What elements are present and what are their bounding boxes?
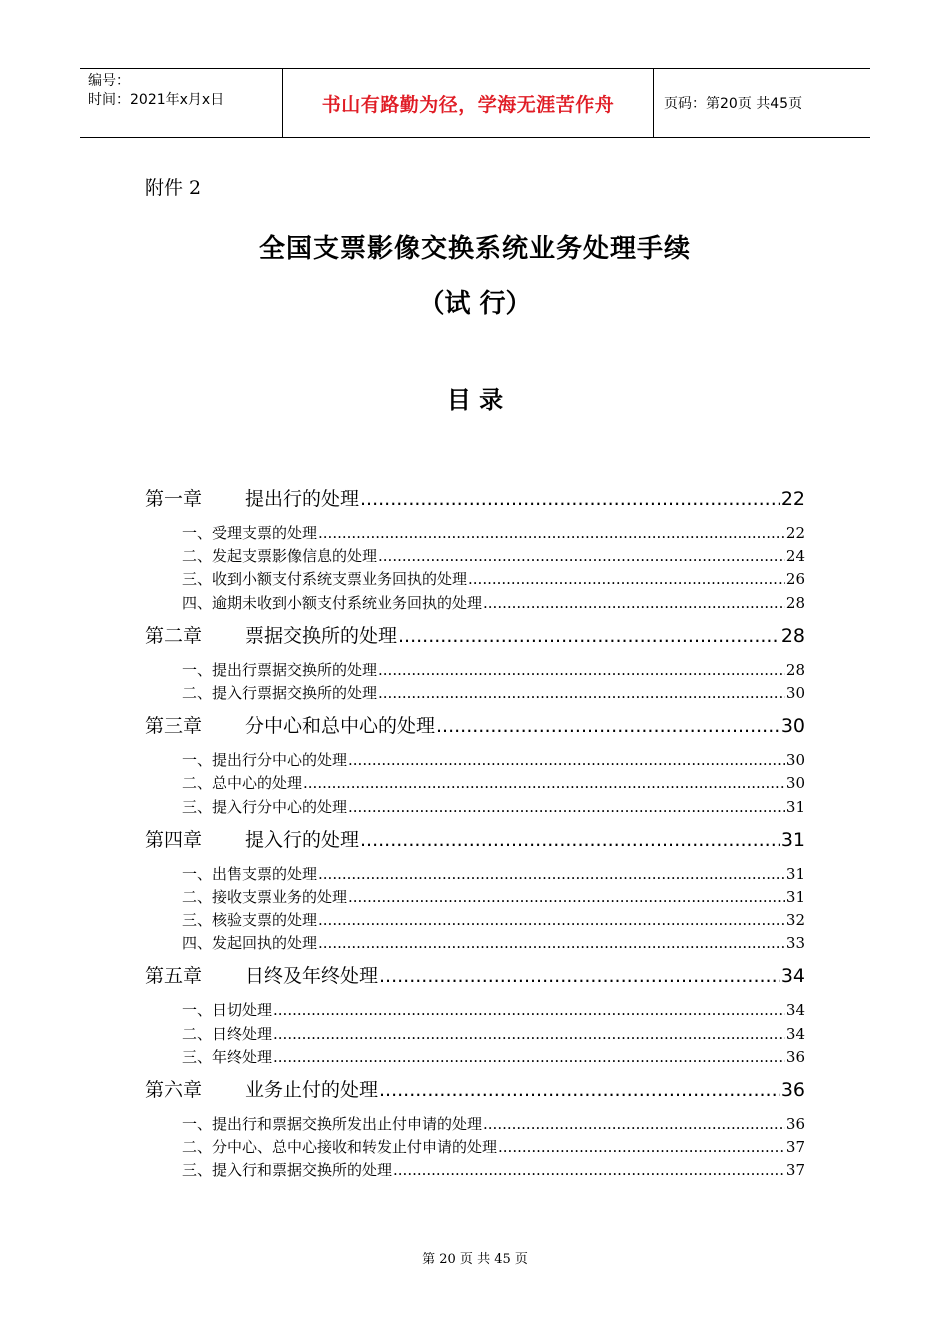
section-page: 24 <box>785 547 805 566</box>
chapter-title: 提出行的处理 <box>245 488 360 510</box>
leader-dots <box>360 829 780 851</box>
chapter-number: 第一章 <box>145 488 203 510</box>
leader-dots <box>378 547 785 565</box>
leader-dots <box>379 1079 780 1101</box>
leader-dots <box>303 774 785 792</box>
toc-section-entry[interactable] <box>145 863 805 886</box>
toc-section-entry[interactable] <box>145 659 805 682</box>
leader-dots <box>318 934 785 952</box>
toc-section-entry[interactable] <box>145 796 805 819</box>
toc-chapter-group <box>145 711 805 819</box>
toc-section-entry[interactable] <box>145 592 805 615</box>
section-title: 三、核验支票的处理 <box>182 911 318 930</box>
section-title: 一、日切处理 <box>182 1001 273 1020</box>
time-label: 时间：2021年x月x日 <box>88 92 225 108</box>
toc-section-entry[interactable] <box>145 772 805 795</box>
toc-section-entry[interactable] <box>145 932 805 955</box>
section-title: 四、发起回执的处理 <box>182 934 318 953</box>
section-page: 30 <box>785 751 805 770</box>
toc-heading: 目 录 <box>446 386 504 414</box>
section-page: 33 <box>785 934 805 953</box>
section-page: 32 <box>785 911 805 930</box>
section-title: 二、分中心、总中心接收和转发止付申请的处理 <box>182 1138 498 1157</box>
leader-dots <box>318 524 785 542</box>
section-page: 22 <box>785 524 805 542</box>
section-page: 26 <box>785 570 805 589</box>
section-title: 三、提入行分中心的处理 <box>182 797 348 816</box>
header-meta <box>80 69 282 137</box>
toc-section-entry[interactable] <box>145 1113 805 1136</box>
toc-section-entry[interactable] <box>145 1046 805 1069</box>
section-page: 28 <box>785 660 805 679</box>
toc-chapter-group <box>145 1075 805 1183</box>
chapter-page: 34 <box>780 965 805 988</box>
chapter-number: 第四章 <box>145 828 203 851</box>
section-page: 34 <box>785 1024 805 1043</box>
chapter-title: 票据交换所的处理 <box>245 624 398 647</box>
chapter-title: 提入行的处理 <box>245 828 360 851</box>
leader-dots <box>483 594 785 612</box>
chapter-page: 22 <box>780 488 805 510</box>
leader-dots <box>378 661 785 679</box>
leader-dots <box>273 1001 785 1019</box>
toc-chapter-group <box>145 621 805 705</box>
section-page: 37 <box>785 1161 805 1180</box>
header-motto: 书山有路勤为径，学海无涯苦作舟 <box>282 69 654 137</box>
section-title: 一、提出行票据交换所的处理 <box>182 660 378 679</box>
chapter-page: 30 <box>780 715 805 738</box>
section-page: 36 <box>785 1047 805 1066</box>
toc-chapter-group <box>145 961 805 1069</box>
toc-chapter-entry[interactable] <box>145 825 805 857</box>
section-page: 30 <box>785 774 805 793</box>
toc-chapter-entry[interactable] <box>145 961 805 993</box>
chapter-title: 分中心和总中心的处理 <box>245 715 436 738</box>
toc-section-entry[interactable] <box>145 545 805 568</box>
section-page: 31 <box>785 887 805 906</box>
leader-dots <box>398 625 780 647</box>
section-page: 28 <box>785 593 805 612</box>
chapter-number: 第六章 <box>145 1079 203 1101</box>
chapter-number: 第三章 <box>145 715 203 738</box>
section-page: 36 <box>785 1115 805 1133</box>
table-of-contents <box>145 480 805 1189</box>
chapter-title: 业务止付的处理 <box>245 1079 379 1101</box>
section-title: 二、提入行票据交换所的处理 <box>182 683 378 702</box>
chapter-number: 第二章 <box>145 624 203 647</box>
leader-dots <box>318 865 785 883</box>
section-page: 34 <box>785 1001 805 1020</box>
chapter-title: 日终及年终处理 <box>245 965 379 988</box>
toc-chapter-group <box>145 484 805 615</box>
leader-dots <box>483 1115 785 1133</box>
toc-section-entry[interactable] <box>145 999 805 1022</box>
toc-chapter-entry[interactable] <box>145 1075 805 1107</box>
section-title: 一、提出行和票据交换所发出止付申请的处理 <box>182 1115 483 1133</box>
toc-chapter-entry[interactable] <box>145 711 805 743</box>
section-page: 31 <box>785 864 805 883</box>
toc-section-entry[interactable] <box>145 568 805 591</box>
document-title: 全国支票影像交换系统业务处理手续 <box>258 234 691 264</box>
section-title: 四、逾期未收到小额支付系统业务回执的处理 <box>182 593 483 612</box>
section-title: 二、日终处理 <box>182 1024 273 1043</box>
leader-dots <box>436 715 780 737</box>
section-page: 37 <box>785 1138 805 1157</box>
toc-section-entry[interactable] <box>145 909 805 932</box>
section-title: 一、出售支票的处理 <box>182 864 318 883</box>
section-title: 三、收到小额支付系统支票业务回执的处理 <box>182 570 468 589</box>
leader-dots <box>273 1025 785 1043</box>
leader-dots <box>348 751 785 769</box>
toc-section-entry[interactable] <box>145 749 805 772</box>
leader-dots <box>318 911 785 929</box>
section-page: 31 <box>785 797 805 816</box>
section-title: 二、发起支票影像信息的处理 <box>182 547 378 566</box>
leader-dots <box>468 570 785 588</box>
leader-dots <box>273 1048 785 1066</box>
section-title: 一、受理支票的处理 <box>182 524 318 542</box>
section-title: 三、提入行和票据交换所的处理 <box>182 1161 393 1180</box>
toc-section-entry[interactable] <box>145 1159 805 1182</box>
toc-section-entry[interactable] <box>145 1023 805 1046</box>
section-page: 30 <box>785 683 805 702</box>
toc-section-entry[interactable] <box>145 682 805 705</box>
toc-section-entry[interactable] <box>145 522 805 545</box>
toc-section-entry[interactable] <box>145 886 805 909</box>
toc-chapter-entry[interactable] <box>145 484 805 516</box>
attachment-label: 附件 2 <box>145 177 202 199</box>
page-header <box>80 68 870 138</box>
page-footer: 第 20 页 共 45 页 <box>422 1252 528 1267</box>
leader-dots <box>360 488 780 510</box>
leader-dots <box>498 1138 785 1156</box>
leader-dots <box>393 1161 785 1179</box>
section-title: 三、年终处理 <box>182 1047 273 1066</box>
document-subtitle: （试 行） <box>418 289 532 319</box>
leader-dots <box>379 965 780 987</box>
header-page-info: 页码：第20页 共45页 <box>664 96 803 112</box>
leader-dots <box>378 684 785 702</box>
section-title: 一、提出行分中心的处理 <box>182 751 348 770</box>
leader-dots <box>348 888 785 906</box>
toc-chapter-entry[interactable] <box>145 621 805 653</box>
chapter-page: 36 <box>780 1079 805 1101</box>
section-title: 二、接收支票业务的处理 <box>182 887 348 906</box>
section-title: 二、总中心的处理 <box>182 774 303 793</box>
chapter-page: 31 <box>780 828 805 851</box>
leader-dots <box>348 798 785 816</box>
chapter-page: 28 <box>780 624 805 647</box>
chapter-number: 第五章 <box>145 965 203 988</box>
toc-chapter-group <box>145 825 805 956</box>
number-label: 编号： <box>88 73 130 89</box>
toc-section-entry[interactable] <box>145 1136 805 1159</box>
